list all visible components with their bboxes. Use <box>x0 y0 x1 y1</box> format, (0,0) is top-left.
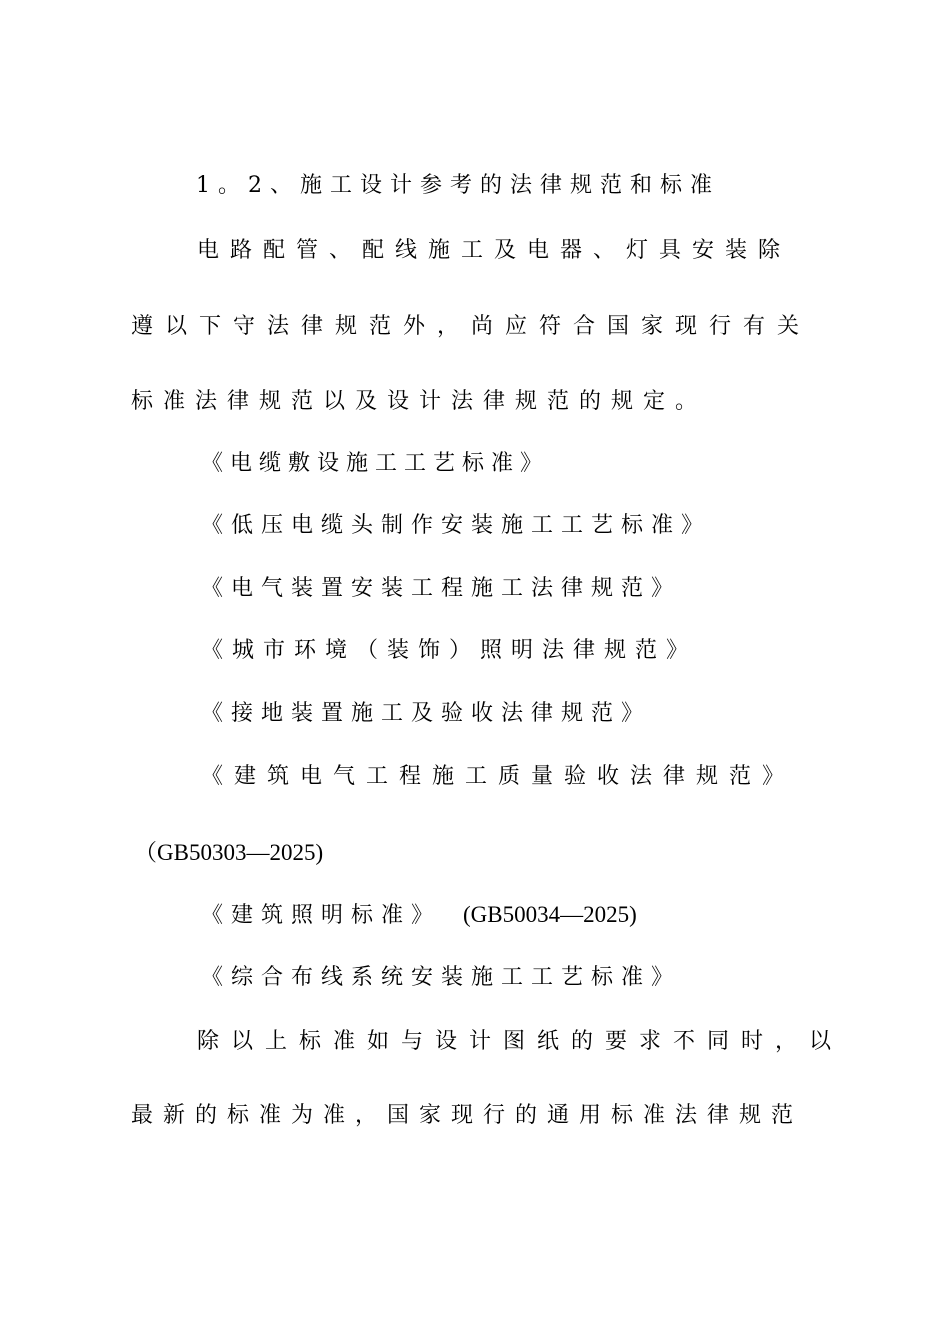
standard-item: 《电气装置安装工程施工法律规范》 <box>201 576 682 601</box>
standard-title: 《建筑照明标准》 <box>201 903 442 928</box>
standard-item: 《电缆敷设施工工艺标准》 <box>201 451 550 476</box>
standard-item: 《接地装置施工及验收法律规范》 <box>201 701 652 726</box>
section-heading: 1。2、施工设计参考的法律规范和标准 <box>196 173 720 198</box>
standard-code: （GB50303—2025) <box>134 840 324 865</box>
standard-item-with-code <box>201 900 637 931</box>
standard-code: (GB50034—2025) <box>463 902 637 927</box>
intro-line-3: 标准法律规范以及设计法律规范的规定。 <box>131 389 708 414</box>
intro-line-1: 电路配管、配线施工及电器、灯具安装除 <box>197 238 792 263</box>
standard-item: 《建筑电气工程施工质量验收法律规范》 <box>201 764 796 789</box>
closing-line-2: 最新的标准为准，国家现行的通用标准法律规范 <box>131 1103 804 1128</box>
standard-item: 《城市环境（装饰）照明法律规范》 <box>201 638 698 663</box>
intro-line-2: 遵以下守法律规范外，尚应符合国家现行有关 <box>131 314 812 339</box>
standard-item: 《综合布线系统安装施工工艺标准》 <box>201 965 682 990</box>
closing-line-1: 除以上标准如与设计图纸的要求不同时，以 <box>197 1029 844 1054</box>
standard-item: 《低压电缆头制作安装施工工艺标准》 <box>201 513 712 538</box>
